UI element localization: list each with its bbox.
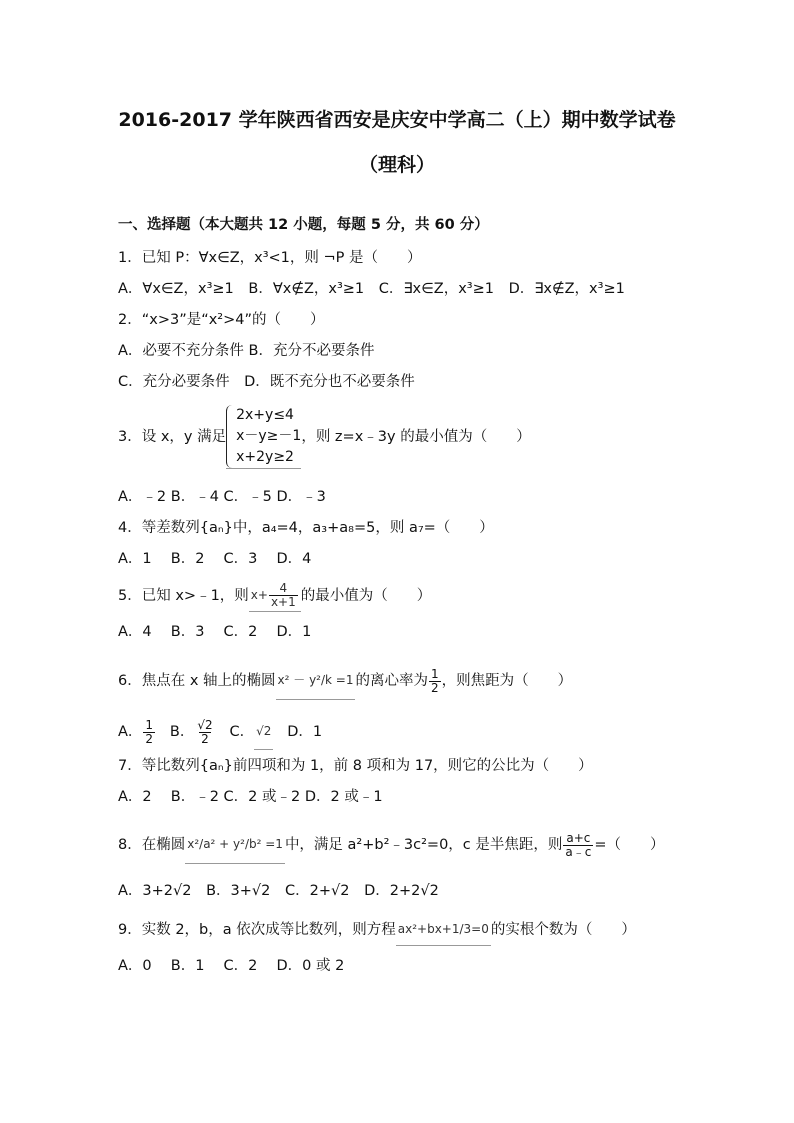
numerator: 4 [279,581,288,595]
question-7: 7．等比数列{aₙ}前四项和为 1，前 8 项和为 17，则它的公比为（ ） [118,758,593,774]
page-title: 2016-2017 学年陕西省西安是庆安中学高二（上）期中数学试卷 [118,109,676,131]
inequality-1: 2x+y≤4 [236,407,294,423]
option-a: A． [118,724,143,740]
question-4: 4．等差数列{aₙ}中，a₄=4，a₃+a₈=5，则 a₇=（ ） [118,520,494,536]
question-3 [118,404,531,470]
denominator: 2 [145,731,154,746]
question-3-pre: 3．设 x，y 满足 [118,429,227,445]
section-heading: 一、选择题（本大题共 12 小题，每题 5 分，共 60 分） [118,217,489,233]
question-6-mid: 的离心率为 [355,673,428,689]
question-7-options: A．2 B．﹣2 C．2 或﹣2 D．2 或﹣1 [118,789,383,805]
question-8-options [118,881,449,901]
denominator: 2 [201,731,209,746]
question-9-pre: 9．实数 2，b，a 依次成等比数列，则方程 [118,922,396,938]
inequality-system [226,405,301,469]
question-8-post: =（ ） [594,837,665,853]
question-3-post: ，则 z=x﹣3y 的最小值为（ ） [301,429,531,445]
option-a: A．∀x∈Z，x³≥1 [118,281,234,297]
question-9-post: 的实根个数为（ ） [490,922,636,938]
numerator: √2 [197,717,213,732]
question-5-options: A．4 B．3 C．2 D．1 [118,624,312,640]
denominator: a﹣c [565,844,592,859]
question-5-post: 的最小值为（ ） [300,588,432,604]
numerator: a+c [566,830,591,845]
question-5-pre: 5．已知 x>﹣1，则 [118,588,249,604]
option-c: C．∃x∈Z，x³≥1 [378,281,494,297]
ellipse-equation: x² － y²/k =1 [276,662,356,700]
option-c: C．2+√2 [285,883,350,899]
question-1: 1．已知 P：∀x∈Z，x³<1，则 ¬P 是（ ） [118,250,422,266]
quadratic-equation: ax²+bx+1/3=0 [396,914,491,946]
question-2-options-ab: A．必要不充分条件 B．充分不必要条件 [118,343,375,359]
option-c: C． [229,724,255,740]
eccentricity-fraction [429,668,441,695]
question-6-options [118,714,322,750]
option-a-fraction [143,719,155,746]
question-6-pre: 6．焦点在 x 轴上的椭圆 [118,673,276,689]
question-1-options [118,279,635,299]
option-b-fraction [195,719,214,746]
expr-head: x+ [250,588,268,602]
option-d: D．1 [287,724,323,740]
option-a: A．3+2√2 [118,883,192,899]
inequality-2: x－y≥－1 [236,428,302,444]
question-5 [118,580,431,612]
denominator: 2 [430,680,439,695]
option-d: D．2+2√2 [364,883,439,899]
question-2-options-cd: C．充分必要条件 D．既不充分也不必要条件 [118,374,415,390]
inequality-3: x+2y≥2 [236,449,294,465]
option-d: D．∃x∉Z，x³≥1 [508,281,625,297]
option-b: B．∀x∉Z，x³≥1 [248,281,365,297]
page-subtitle: （理科） [358,154,435,176]
brace-icon [226,405,233,468]
fraction [269,582,298,609]
question-9 [118,914,636,946]
question-6 [118,662,572,700]
question-6-post: ，则焦距为（ ） [441,673,573,689]
ratio-fraction [563,832,593,859]
option-b: B． [169,724,195,740]
option-c-value: √2 [254,714,273,750]
numerator: 1 [145,717,154,732]
question-3-options: A．﹣2 B．﹣4 C．﹣5 D．﹣3 [118,489,326,505]
question-2: 2．“x>3”是“x²>4”的（ ） [118,312,325,328]
denominator: x+1 [270,595,296,609]
question-4-options: A．1 B．2 C．3 D．4 [118,551,312,567]
question-8 [118,826,665,864]
question-9-options: A．0 B．1 C．2 D．0 或 2 [118,958,345,974]
expression [249,580,301,612]
question-8-mid: 中，满足 a²+b²﹣3c²=0，c 是半焦距，则 [284,837,563,853]
question-8-pre: 8．在椭圆 [118,837,186,853]
ellipse-equation: x²/a² + y²/b² =1 [185,826,285,864]
option-b: B．3+√2 [206,883,271,899]
numerator: 1 [430,666,439,681]
